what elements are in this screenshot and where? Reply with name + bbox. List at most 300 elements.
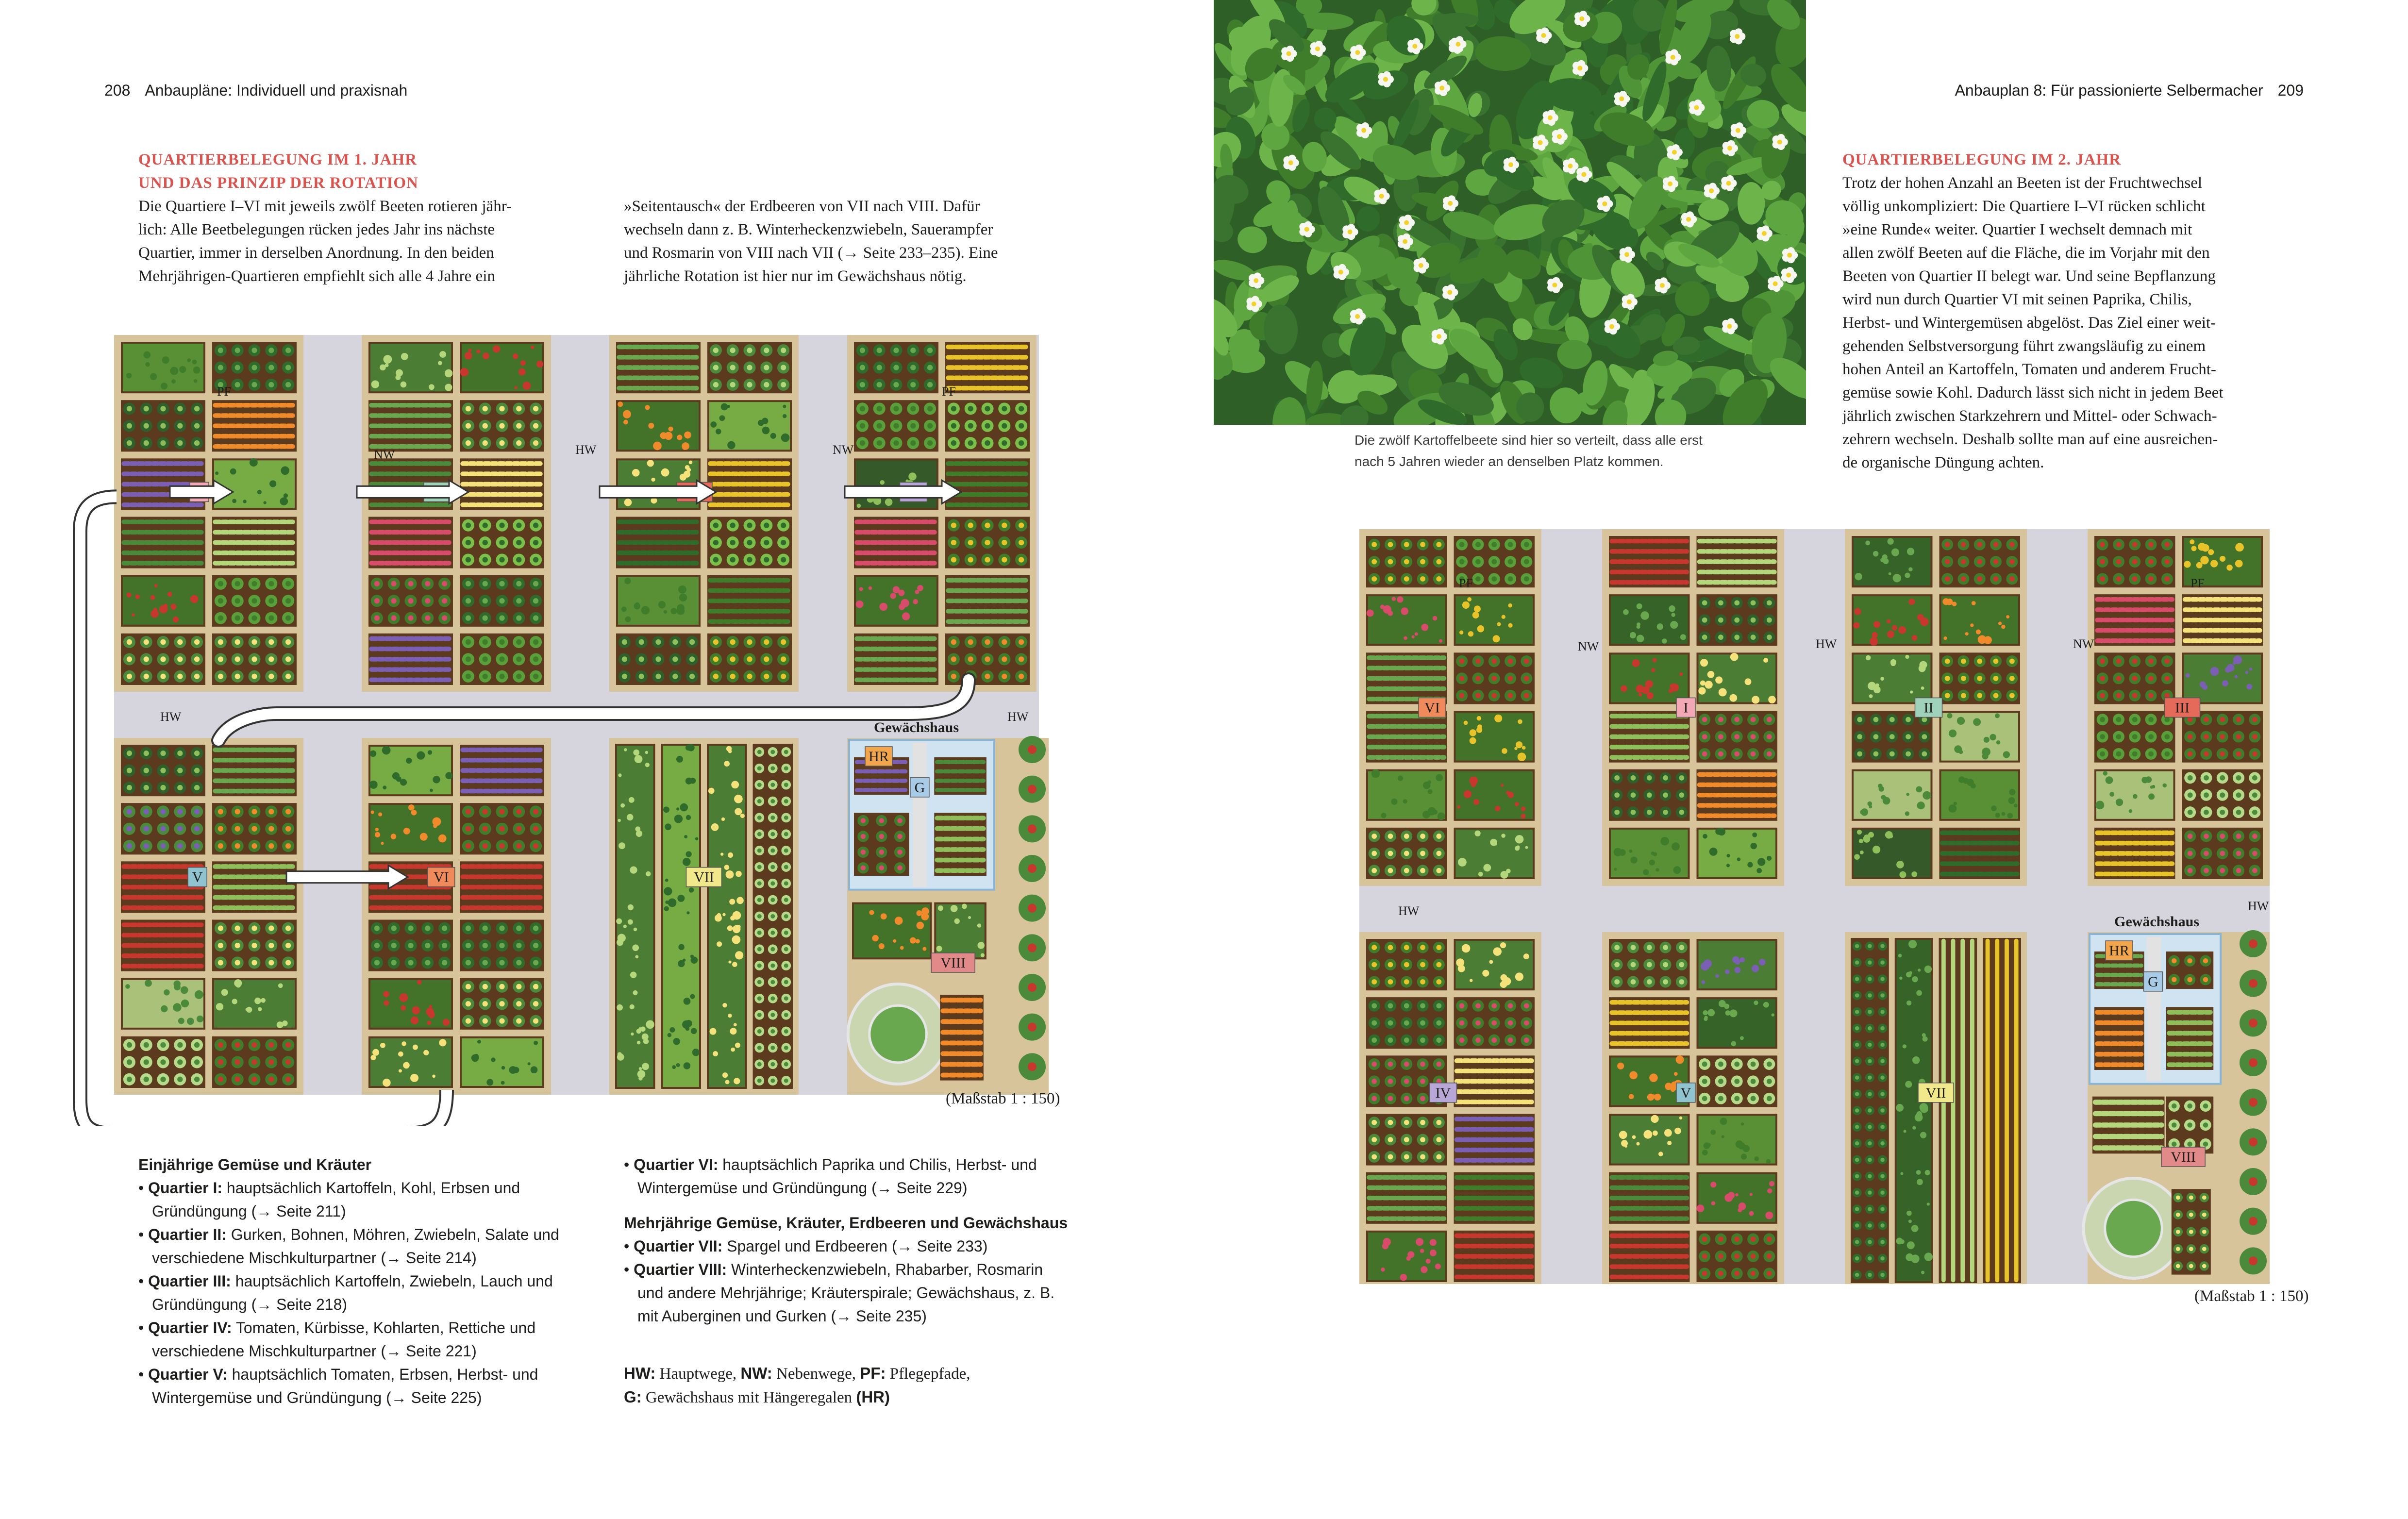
garden-bed [460, 342, 544, 393]
leaf [1738, 182, 1765, 225]
plant-dot [1428, 789, 1433, 794]
plant-dot [1943, 636, 1947, 640]
legend-quarter-name: Quartier III: [148, 1272, 231, 1290]
path-label-hw: HW [1398, 904, 1420, 918]
plant-fruit [1890, 717, 1895, 722]
plant-dot [730, 1028, 736, 1035]
plant-fruit [218, 365, 223, 370]
plant-fruit [1436, 962, 1441, 968]
plant-fruit [1767, 717, 1772, 722]
quarter-badge-text: IV [1435, 1085, 1451, 1101]
plant-fruit [1404, 945, 1409, 950]
plant-dot [171, 379, 176, 384]
plant-fruit [2252, 810, 2258, 815]
plant-fruit [2100, 659, 2105, 664]
plant-fruit [1388, 542, 1393, 547]
plant-dot [161, 383, 167, 389]
plant-dot [1649, 1073, 1658, 1082]
text-line: wird nun durch Quartier VI mit seinen Paprika, Chilis, [1842, 291, 2192, 308]
plant-fruit [218, 826, 223, 832]
plant-fruit [533, 960, 538, 965]
plant-fruit [1751, 618, 1756, 623]
flower-center [1773, 281, 1778, 286]
plant-fruit [2116, 717, 2122, 722]
plant-fruit [160, 406, 166, 411]
plant-fruit [1436, 1120, 1441, 1125]
plant-fruit [2189, 1247, 2193, 1251]
plant-fruit [1404, 1120, 1409, 1125]
plant-fruit [1459, 559, 1465, 565]
flower-center [1672, 150, 1677, 155]
plant-dot [879, 603, 887, 611]
plant-fruit [516, 639, 521, 645]
plant-dot [2210, 560, 2218, 567]
plant-dot [277, 1021, 284, 1028]
plant-dot [2227, 664, 2235, 672]
plant-dot [1458, 858, 1467, 867]
plant-dot [1656, 868, 1659, 871]
plant-fruit [499, 557, 504, 562]
plant-dot [429, 1005, 432, 1008]
garden-bed [1366, 769, 1447, 821]
plant-fruit [1767, 1254, 1772, 1259]
plant-dot [689, 461, 693, 465]
plant-fruit [781, 656, 786, 662]
plant-fruit [2116, 734, 2122, 739]
plant-fruit [879, 834, 885, 839]
plant-dot [1525, 846, 1528, 849]
path-label-nw: NW [1578, 639, 1599, 653]
plant-fruit [1371, 1037, 1377, 1043]
plant-fruit [1734, 734, 1739, 739]
text-line: Quartier, immer in derselben Anordnung. In den beiden [138, 244, 494, 262]
plant-dot [1963, 778, 1969, 784]
garden-bed [1697, 652, 1778, 704]
garden-bed [2092, 1097, 2165, 1154]
plant-fruit [235, 616, 240, 621]
plant-fruit [499, 943, 504, 948]
vine-fruit [1028, 1062, 1037, 1071]
quarter-block [1359, 932, 1541, 1284]
garden-bed [616, 400, 701, 451]
plant-fruit [1371, 979, 1377, 985]
plant-fruit [1631, 792, 1636, 798]
plant-fruit [985, 674, 990, 679]
plant-fruit [985, 557, 990, 562]
plant-fruit [1751, 1271, 1756, 1276]
plant-dot [721, 403, 728, 411]
text-line: Herbst- und Wintergemüsen abgelöst. Das Ziel einer weit- [1842, 314, 2216, 332]
plant-fruit [951, 440, 956, 446]
plant-dot [1982, 753, 1989, 759]
plant-dot [369, 781, 378, 789]
plant-dot [383, 991, 389, 997]
plant-dot [1912, 1056, 1920, 1064]
plant-dot [676, 807, 679, 810]
plant-dot [1679, 672, 1683, 676]
plant-fruit [1614, 979, 1620, 985]
plant-fruit [770, 980, 775, 984]
plant-dot [411, 810, 417, 816]
plant-fruit [1906, 717, 1911, 722]
plant-fruit [713, 365, 719, 370]
plant-dot [417, 751, 425, 760]
flower-center [1455, 42, 1460, 47]
plant-dot [1428, 807, 1436, 816]
plant-fruit [784, 881, 788, 885]
plant-fruit [1663, 810, 1668, 815]
plant-fruit [1436, 542, 1441, 547]
bed-soil [940, 995, 984, 1080]
plant-dot [2222, 680, 2228, 686]
plant-fruit [757, 1029, 762, 1034]
plant-fruit [1388, 979, 1393, 985]
plant-dot [197, 1016, 203, 1022]
plant-fruit [391, 960, 397, 965]
garden-bed [2166, 951, 2213, 989]
plant-dot [1735, 967, 1741, 973]
garden-bed [1609, 594, 1690, 646]
flower-center [1538, 140, 1543, 145]
plant-dot [1676, 1055, 1684, 1064]
legend-item [138, 1223, 604, 1269]
plant-fruit [391, 926, 397, 931]
plant-fruit [285, 1042, 291, 1048]
plant-fruit [1880, 1059, 1885, 1064]
plant-fruit [268, 674, 274, 679]
plant-fruit [466, 1001, 471, 1006]
plant-dot [1972, 601, 1976, 605]
plant-dot [281, 466, 289, 475]
plant-fruit [757, 816, 762, 820]
plant-fruit [1855, 1273, 1859, 1277]
garden-bed [934, 902, 987, 960]
flower-center [1686, 217, 1691, 222]
plant-dot [857, 504, 861, 508]
plant-dot [628, 904, 634, 910]
plant-fruit [1388, 868, 1393, 873]
plant-fruit [466, 423, 471, 429]
plant-fruit [893, 406, 899, 411]
plant-fruit [2202, 1230, 2207, 1234]
plant-fruit [757, 750, 762, 754]
plant-dot [1433, 616, 1438, 621]
plant-fruit [144, 656, 149, 662]
plant-fruit [1663, 792, 1668, 798]
plant-dot [1908, 567, 1913, 571]
plant-dot [722, 1003, 727, 1007]
plant-dot [721, 818, 725, 821]
plant-fruit [861, 850, 866, 855]
plant-dot [254, 998, 261, 1004]
plant-dot [1381, 813, 1386, 818]
plant-fruit [177, 406, 183, 411]
plan-group [1359, 529, 2270, 1284]
plant-fruit [235, 365, 240, 370]
plant-fruit [1945, 576, 1950, 582]
plant-dot [618, 819, 620, 822]
plant-dot [1769, 1181, 1774, 1186]
plant-fruit [2204, 868, 2209, 873]
bed-cover [709, 402, 790, 450]
plant-fruit [2252, 792, 2258, 798]
plant-fruit [1751, 600, 1756, 605]
plant-fruit [268, 1042, 274, 1048]
plant-fruit [2202, 1264, 2207, 1269]
plant-fruit [1868, 993, 1872, 998]
garden-bed [2182, 769, 2263, 821]
garden-bed [1454, 769, 1535, 821]
plant-fruit [770, 1062, 775, 1067]
plant-dot [684, 432, 691, 439]
plant-fruit [1475, 1003, 1481, 1008]
plant-dot [1623, 609, 1629, 615]
plant-dot [637, 1041, 641, 1045]
plant-dot [713, 1051, 718, 1056]
plant-fruit [533, 557, 538, 562]
plant-fruit [466, 616, 471, 621]
plant-fruit [1767, 634, 1772, 640]
plant-dot [1908, 599, 1915, 605]
plant-fruit [2220, 851, 2225, 856]
plant-fruit [1977, 693, 1982, 698]
plant-fruit [1475, 542, 1481, 547]
plant-fruit [2009, 659, 2015, 664]
path-label-hw: HW [1007, 710, 1029, 724]
plant-dot [1404, 636, 1407, 640]
plant-fruit [770, 849, 775, 853]
plant-dot [1715, 974, 1719, 978]
plant-dot [1674, 1072, 1678, 1076]
plant-dot [1637, 603, 1642, 609]
plant-dot [639, 1067, 642, 1070]
plant-fruit [466, 943, 471, 948]
plant-fruit [757, 881, 762, 885]
plant-dot [642, 1063, 649, 1070]
plant-fruit [2148, 676, 2154, 681]
plant-dot [686, 1027, 689, 1031]
plant-dot [1908, 1219, 1912, 1223]
plant-dot [977, 923, 981, 927]
plant-dot [1978, 635, 1987, 644]
plant-dot [2235, 560, 2243, 568]
plant-dot [634, 603, 640, 610]
plant-dot [1647, 692, 1654, 699]
plant-dot [531, 346, 535, 350]
plant-dot [2191, 546, 2196, 551]
plant-dot [1916, 1170, 1921, 1175]
plant-fruit [1718, 600, 1723, 605]
plant-dot [665, 432, 673, 440]
plant-dot [278, 984, 283, 988]
garden-bed [1983, 938, 2021, 1283]
garden-bed [1366, 997, 1447, 1049]
plant-fruit [144, 843, 149, 849]
plant-fruit [160, 639, 166, 645]
plant-fruit [1868, 1059, 1872, 1064]
plant-fruit [1508, 1003, 1513, 1008]
flower-center [1548, 115, 1553, 120]
plant-fruit [1679, 979, 1684, 985]
plant-fruit [533, 926, 538, 931]
plant-dot [1669, 605, 1675, 612]
garden-bed [1852, 769, 1933, 821]
plant-fruit [483, 674, 488, 679]
plant-fruit [2100, 542, 2105, 547]
plant-fruit [1855, 944, 1859, 949]
plant-fruit [1734, 1254, 1739, 1259]
plant-dot [1912, 1126, 1916, 1130]
plant-dot [2106, 776, 2113, 784]
plant-fruit [757, 799, 762, 803]
path-label-pf: PF [217, 384, 231, 399]
plant-dot [631, 1033, 634, 1035]
plant-fruit [1734, 1062, 1739, 1067]
plant-dot [633, 750, 639, 756]
plant-dot [1917, 801, 1925, 809]
quarter-label-q4 [1430, 1083, 1457, 1102]
plant-dot [1412, 635, 1415, 638]
plant-fruit [781, 365, 786, 370]
plant-fruit [194, 440, 200, 446]
plant-dot [1715, 828, 1722, 835]
plant-dot [1942, 598, 1949, 605]
plant-fruit [757, 1079, 762, 1083]
bed-soil [934, 813, 987, 876]
right-page-number: 209 [2277, 82, 2304, 99]
plant-fruit [2252, 717, 2258, 722]
plant-dot [1949, 804, 1957, 813]
plant-fruit [425, 598, 430, 603]
plant-dot [632, 944, 639, 951]
plant-dot [194, 379, 197, 383]
plant-dot [770, 433, 776, 439]
plant-dot [695, 837, 698, 840]
plant-fruit [1855, 1125, 1859, 1129]
garden-bed [854, 400, 938, 451]
plant-dot [893, 939, 896, 943]
plant-dot [632, 469, 640, 477]
plant-fruit [1855, 1043, 1859, 1047]
plant-dot [1698, 687, 1706, 694]
plant-dot [900, 946, 904, 950]
garden-bed [945, 517, 1030, 568]
plant-fruit [951, 656, 956, 662]
plant-fruit [285, 639, 291, 645]
plant-fruit [533, 581, 538, 586]
plant-dot [664, 610, 668, 614]
plant-fruit [1371, 576, 1377, 582]
plant-fruit [533, 406, 538, 411]
plant-dot [1401, 607, 1409, 615]
plant-dot [1654, 1094, 1661, 1101]
flower-center [1609, 324, 1614, 329]
quarter-badge-text: V [192, 869, 203, 885]
plant-fruit [985, 423, 990, 429]
plant-fruit [927, 365, 933, 370]
garden-bed [121, 803, 205, 854]
plant-fruit [1679, 945, 1684, 950]
plant-fruit [2132, 659, 2138, 664]
plant-dot [690, 778, 696, 784]
plant-dot [1500, 981, 1507, 988]
legend-line: hauptsächlich Kartoffeln, Kohl, Erbsen und [226, 1179, 520, 1197]
flower-center [1379, 194, 1384, 199]
plant-fruit [533, 1001, 538, 1006]
plant-fruit [1420, 962, 1425, 968]
plant-fruit [1868, 1256, 1872, 1261]
plant-fruit [268, 926, 274, 931]
plant-fruit [483, 616, 488, 621]
plant-fruit [1767, 618, 1772, 623]
plant-fruit [1420, 1037, 1425, 1043]
plant-dot [2133, 794, 2138, 799]
plant-fruit [1945, 659, 1950, 664]
plant-dot [1508, 792, 1514, 798]
plant-fruit [533, 656, 538, 662]
plant-fruit [1945, 542, 1950, 547]
plant-fruit [1977, 542, 1982, 547]
text-line: de organische Düngung achten. [1842, 454, 2044, 471]
plant-dot [135, 595, 139, 599]
plant-fruit [1404, 1137, 1409, 1142]
plant-dot [1973, 718, 1981, 726]
plant-fruit [516, 826, 521, 832]
plant-dot [938, 905, 943, 911]
plant-fruit [1977, 559, 1982, 565]
plant-fruit [499, 598, 504, 603]
plant-fruit [770, 964, 775, 968]
quarter-label-q6 [1419, 698, 1446, 718]
plant-dot [125, 984, 130, 989]
heading-line: QUARTIERBELEGUNG IM 1. JAHR [138, 151, 418, 168]
plant-fruit [1993, 676, 1999, 681]
plant-fruit [251, 1042, 257, 1048]
plant-fruit [516, 960, 521, 965]
plant-dot [731, 1048, 735, 1052]
plant-dot [2002, 812, 2006, 816]
plant-dot [689, 887, 694, 892]
plant-fruit [442, 581, 447, 586]
plant-fruit [2116, 676, 2122, 681]
plant-dot [1882, 554, 1888, 560]
plant-fruit [1945, 676, 1950, 681]
plant-fruit [235, 598, 240, 603]
plant-fruit [1388, 1096, 1393, 1101]
plant-dot [872, 935, 878, 941]
plant-dot [1906, 793, 1909, 796]
quarter-vii [609, 738, 799, 1095]
plant-fruit [2187, 1141, 2192, 1146]
plant-fruit [1880, 1273, 1885, 1277]
plant-fruit [1420, 834, 1425, 839]
flower-center [1254, 278, 1258, 283]
flower-center [1403, 239, 1407, 244]
plant-fruit [516, 616, 521, 621]
legend-item [138, 1316, 604, 1363]
plant-fruit [757, 832, 762, 836]
quarter-badge-text: HR [2109, 943, 2129, 959]
plant-fruit [1404, 1020, 1409, 1026]
plant-fruit [1631, 979, 1636, 985]
plant-dot [427, 1021, 431, 1025]
plant-dot [1947, 713, 1953, 718]
plant-dot [1613, 848, 1622, 856]
plant-fruit [2220, 834, 2225, 839]
plant-dot [1916, 990, 1922, 996]
plant-dot [1617, 1063, 1624, 1069]
plant-dot [1766, 1159, 1771, 1164]
